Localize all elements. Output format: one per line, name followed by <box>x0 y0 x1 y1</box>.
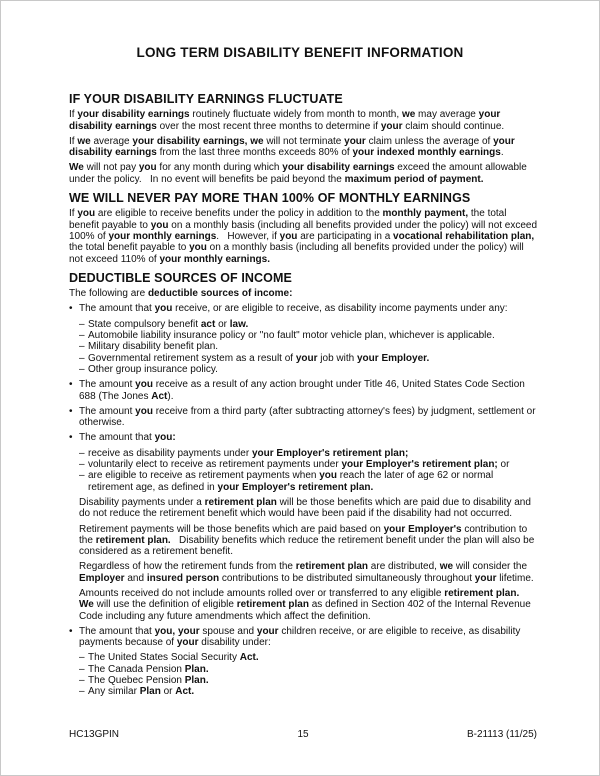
dash-item: – State compulsory benefit act or law. <box>79 318 249 330</box>
indented-paragraph: Amounts received do not include amounts rolled over or transferred to any eligible retirement plan. We will use the definition of eligible retirement plan as defined in Section 402 of the Internal Revenue Code including any future amendments which affect the definition. <box>79 587 531 622</box>
dash-marker: – <box>79 459 85 471</box>
dash-item: – are eligible to receive as retirement payments when you reach the later of age 62 or normal retirement age, as defined in your Employer's retirement plan. <box>79 470 494 493</box>
section-heading: IF YOUR DISABILITY EARNINGS FLUCTUATE <box>69 92 343 106</box>
dash-marker: – <box>79 341 85 353</box>
indented-paragraph: Retirement payments will be those benefits which are paid based on your Employer's contribution to the retirement plan. Disability benefits which reduce the retirement benefit under the plan will also be considered as a retirement benefit. <box>79 523 535 558</box>
bullet-item: • The amount that you receive, or are eligible to receive, as disability income payments under any: <box>69 303 508 315</box>
document-body <box>69 94 539 698</box>
dash-item: – Governmental retirement system as a result of your job with your Employer. <box>79 352 430 364</box>
dash-marker: – <box>79 447 85 459</box>
dash-item: – Other group insurance policy. <box>79 363 218 375</box>
section-heading: WE WILL NEVER PAY MORE THAN 100% OF MONTHLY EARNINGS <box>69 191 471 206</box>
paragraph: We will not pay you for any month during which your disability earnings exceed the amount allowable under the policy. In no event will benefits be paid beyond the maximum period of payment. <box>69 162 527 185</box>
section-heading: DEDUCTIBLE SOURCES OF INCOME <box>69 270 292 285</box>
dash-marker: – <box>79 663 85 675</box>
bullet-marker: • <box>69 625 73 637</box>
bullet-item: • The amount you receive as a result of any action brought under Title 46, United States Code Section 688 (The Jones Act). <box>69 379 525 402</box>
dash-marker: – <box>79 686 85 698</box>
dash-marker: – <box>79 330 85 342</box>
dash-marker: – <box>79 352 85 364</box>
bullet-marker: • <box>69 405 73 417</box>
dash-item: – Military disability benefit plan. <box>79 341 219 353</box>
page-footer <box>69 729 537 740</box>
dash-item: – The United States Social Security Act. <box>79 652 259 664</box>
indented-paragraph: Regardless of how the retirement funds from the retirement plan are distributed, we will consider the Employer and insured person contributions to be distributed simultaneously throughout your lifetime. <box>79 561 534 584</box>
page-title: LONG TERM DISABILITY BENEFIT INFORMATION <box>136 45 464 60</box>
dash-marker: – <box>79 652 85 664</box>
indented-paragraph: Disability payments under a retirement plan will be those benefits which are paid due to disability and do not reduce the retirement benefit which would have been paid if the disability had not occurred. <box>79 496 531 520</box>
bullet-marker: • <box>69 379 73 391</box>
dash-item: – Automobile liability insurance policy or "no fault" motor vehicle plan, whichever is applicable. <box>79 330 495 342</box>
footer-page-number: 15 <box>297 729 309 740</box>
dash-item: – Any similar Plan or Act. <box>79 686 195 698</box>
dash-item: – The Canada Pension Plan. <box>79 663 209 675</box>
dash-item: – receive as disability payments under your Employer's retirement plan; <box>79 447 409 459</box>
bullet-item: • The amount you receive from a third party (after subtracting attorney's fees) by judgment, settlement or otherwise. <box>69 405 536 429</box>
dash-item: – The Quebec Pension Plan. <box>79 675 209 687</box>
footer-document-code: B-21113 (11/25) <box>466 729 537 740</box>
dash-marker: – <box>79 675 85 687</box>
bullet-item: • The amount that you, your spouse and your children receive, or are eligible to receive, as disability payments because of your disability under: <box>69 625 521 649</box>
footer-form-number: HC13GPIN <box>69 729 120 740</box>
paragraph: If we average your disability earnings, we will not terminate your claim unless the average of your disability earnings from the last three months exceeds 80% of your indexed monthly earnings. <box>69 135 515 159</box>
dash-item: – voluntarily elect to receive as retirement payments under your Employer's retirement plan; or <box>79 459 510 471</box>
paragraph: The following are deductible sources of income: <box>69 288 293 300</box>
paragraph: If your disability earnings routinely fluctuate widely from month to month, we may average your disability earnings over the most recent three months to determine if your claim should continue. <box>69 109 505 132</box>
bullet-marker: • <box>69 432 73 444</box>
paragraph: If you are eligible to receive benefits under the policy in addition to the monthly payment, the total benefit payable to you on a monthly basis (including all benefits provided under the policy) will not exceed 100% of your monthly earnings. However, if you are participating in a vocational rehabilitation plan, the total benefit payable to you on a monthly basis (including all benefits provided under the policy) will not exceed 110% of your monthly earnings. <box>69 208 538 265</box>
dash-marker: – <box>79 470 85 482</box>
dash-marker: – <box>79 363 85 375</box>
dash-marker: – <box>79 318 85 330</box>
bullet-marker: • <box>69 303 73 315</box>
bullet-item: • The amount that you: <box>69 432 176 444</box>
